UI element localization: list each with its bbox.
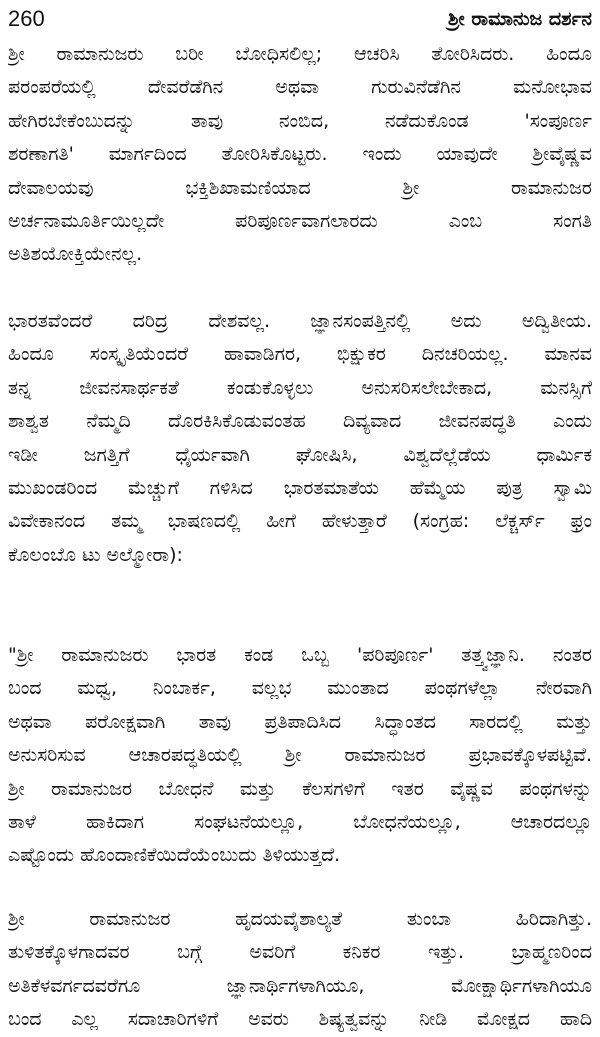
- text-line: ಅನುಸರಿಸುವ ಆಚಾರಪದ್ಧತಿಯಲ್ಲಿ ಶ್ರೀ ರಾಮಾನುಜರ ಪ್ರಭಾವಕ್ಕೊಳಪಟ್ಟಿವೆ.: [8, 744, 592, 767]
- text-line: ಕೊಲಂಬೊ ಟು ಅಲ್ಮೋರಾ):: [8, 543, 183, 566]
- paragraph-1: [8, 38, 592, 272]
- text-line: ಹಿಂದೂ ಸಂಸ್ಕೃತಿಯೆಂದರೆ ಹಾವಾಡಿಗರ, ಭಿಕ್ಷುಕರ ದಿನಚರಿಯಲ್ಲ. ಮಾನವ: [8, 343, 592, 366]
- text-line: ಶ್ರೀ ರಾಮಾನುಜರ ಬೋಧನೆ ಮತ್ತು ಕೆಲಸಗಳಿಗೆ ಇತರ ವೈಷ್ಣವ ಪಂಥಗಳನ್ನು: [8, 777, 592, 800]
- text-line: ತುಳಿತಕ್ಕೊಳಗಾದವರ ಬಗ್ಗೆ ಅವರಿಗೆ ಕನಿಕರ ಇತ್ತು. ಬ್ರಾಹ್ಮಣರಿಂದ: [8, 941, 592, 964]
- page-header: [8, 4, 592, 34]
- paragraph-3: [8, 639, 592, 873]
- text-line: ಹೇಗಿರಬೇಕೆಂಬುದನ್ನು ತಾವು ನಂಬಿದ, ನಡೆದುಕೊಂಡ 'ಸಂಪೂರ್ಣ: [8, 109, 592, 132]
- text-line: ತನ್ನ ಜೀವನಸಾರ್ಥಕತೆ ಕಂಡುಕೊಳ್ಳಲು ಅನುಸರಿಸಲೇಬೇಕಾದ, ಮನಸ್ಸಿಗೆ: [8, 376, 592, 399]
- text-line: ತಾಳೆ ಹಾಕಿದಾಗ ಸಂಘಟನೆಯಲ್ಲೂ, ಬೋಧನೆಯಲ್ಲೂ, ಆಚಾರದಲ್ಲೂ: [8, 810, 592, 833]
- text-line: ಅಥವಾ ಪರೋಕ್ಷವಾಗಿ ತಾವು ಪ್ರತಿಪಾದಿಸಿದ ಸಿದ್ಧಾಂತದ ಸಾರದಲ್ಲಿ ಮತ್ತು: [8, 710, 592, 733]
- text-line: ಅತಿಶಯೋಕ್ತಿಯೇನಲ್ಲ.: [8, 243, 143, 266]
- paragraph-2: [8, 305, 592, 572]
- paragraph-4: [8, 903, 592, 1037]
- page-number: 260: [8, 6, 45, 31]
- text-line: ಶರಣಾಗತಿ' ಮಾರ್ಗದಿಂದ ತೋರಿಸಿಕೊಟ್ಟರು. ಇಂದು ಯಾವುದೇ ಶ್ರೀವೈಷ್ಣವ: [8, 143, 592, 166]
- text-line: ಮುಖಂಡರಿಂದ ಮೆಚ್ಚುಗೆ ಗಳಿಸಿದ ಭಾರತಮಾತೆಯ ಹೆಮ್ಮೆಯ ಪುತ್ರ ಸ್ವಾಮಿ: [8, 476, 592, 499]
- text-line: ಅರ್ಚನಾಮೂರ್ತಿಯಿಲ್ಲದೇ ಪರಿಪೂರ್ಣವಾಗಲಾರದು ಎಂಬ ಸಂಗತಿ: [8, 209, 592, 232]
- text-line: ಶ್ರೀ ರಾಮಾನುಜರ ಹೃದಯವೈಶಾಲ್ಯತೆ ತುಂಬಾ ಹಿರಿದಾಗಿತ್ತು.: [8, 908, 592, 930]
- text-line: ಭಾರತವೆಂದರೆ ದರಿದ್ರ ದೇಶವಲ್ಲ. ಜ್ಞಾನಸಂಪತ್ತಿನಲ್ಲಿ ಅದು ಅದ್ವಿತೀಯ.: [8, 310, 592, 332]
- text-line: "ಶ್ರೀ ರಾಮಾನುಜರು ಭಾರತ ಕಂಡ ಒಬ್ಬ 'ಪರಿಪೂರ್ಣ' ತತ್ತ್ವಜ್ಞಾನಿ. ನಂತರ: [8, 644, 592, 666]
- text-line: ಇಡೀ ಜಗತ್ತಿಗೆ ಧೈರ್ಯವಾಗಿ ಘೋಷಿಸಿ, ವಿಶ್ವದೆಲ್ಲೆಡೆಯ ಧಾರ್ಮಿಕ: [8, 443, 592, 466]
- text-line: ಅತಿಕೆಳವರ್ಗದವರೆಗೂ ಜ್ಞಾನಾರ್ಥಿಗಳಾಗಿಯೂ, ಮೋಕ್ಷಾರ್ಥಿಗಳಾಗಿಯೂ: [8, 974, 592, 997]
- text-line: ಶ್ರೀ ರಾಮಾನುಜರು ಬರೀ ಬೋಧಿಸಲಿಲ್ಲ; ಆಚರಿಸಿ ತೋರಿಸಿದರು. ಹಿಂದೂ: [8, 43, 592, 65]
- text-line: ವಿವೇಕಾನಂದ ತಮ್ಮ ಭಾಷಣದಲ್ಲಿ ಹೀಗೆ ಹೇಳುತ್ತಾರೆ (ಸಂಗ್ರಹ: ಲೆಕ್ಚರ್ಸ್ ಫ್ರಂ: [8, 510, 592, 533]
- text-line: ದೇವಾಲಯವು ಭಕ್ತಿಶಿಖಾಮಣಿಯಾದ ಶ್ರೀ ರಾಮಾನುಜರ: [8, 176, 592, 199]
- text-line: ಪರಂಪರೆಯಲ್ಲಿ ದೇವರೆಡೆಗಿನ ಅಥವಾ ಗುರುವಿನೆಡೆಗಿನ ಮನೋಭಾವ: [8, 76, 592, 99]
- text-line: ಶಾಶ್ವತ ನೆಮ್ಮದಿ ದೊರಕಿಸಿಕೊಡುವಂತಹ ದಿವ್ಯವಾದ ಜೀವನಪದ್ಧತಿ ಎಂದು: [8, 410, 592, 433]
- text-line: ಎಷ್ಟೊಂದು ಹೊಂದಾಣಿಕೆಯಿದೆಯೆಂಬುದು ತಿಳಿಯುತ್ತದೆ.: [8, 844, 341, 867]
- text-line: ಬಂದ ಎಲ್ಲ ಸದಾಚಾರಿಗಳಿಗೆ ಅವರು ಶಿಷ್ಯತ್ವವನ್ನು ನೀಡಿ ಮೋಕ್ಷದ ಹಾದಿ: [8, 1008, 592, 1031]
- text-line: ಬಂದ ಮಧ್ವ, ನಿಂಬಾರ್ಕ, ವಲ್ಲಭ ಮುಂತಾದ ಪಂಥಗಳೆಲ್ಲಾ ನೇರವಾಗಿ: [8, 677, 592, 700]
- running-title: ಶ್ರೀ ರಾಮಾನುಜ ದರ್ಶನ: [448, 8, 592, 30]
